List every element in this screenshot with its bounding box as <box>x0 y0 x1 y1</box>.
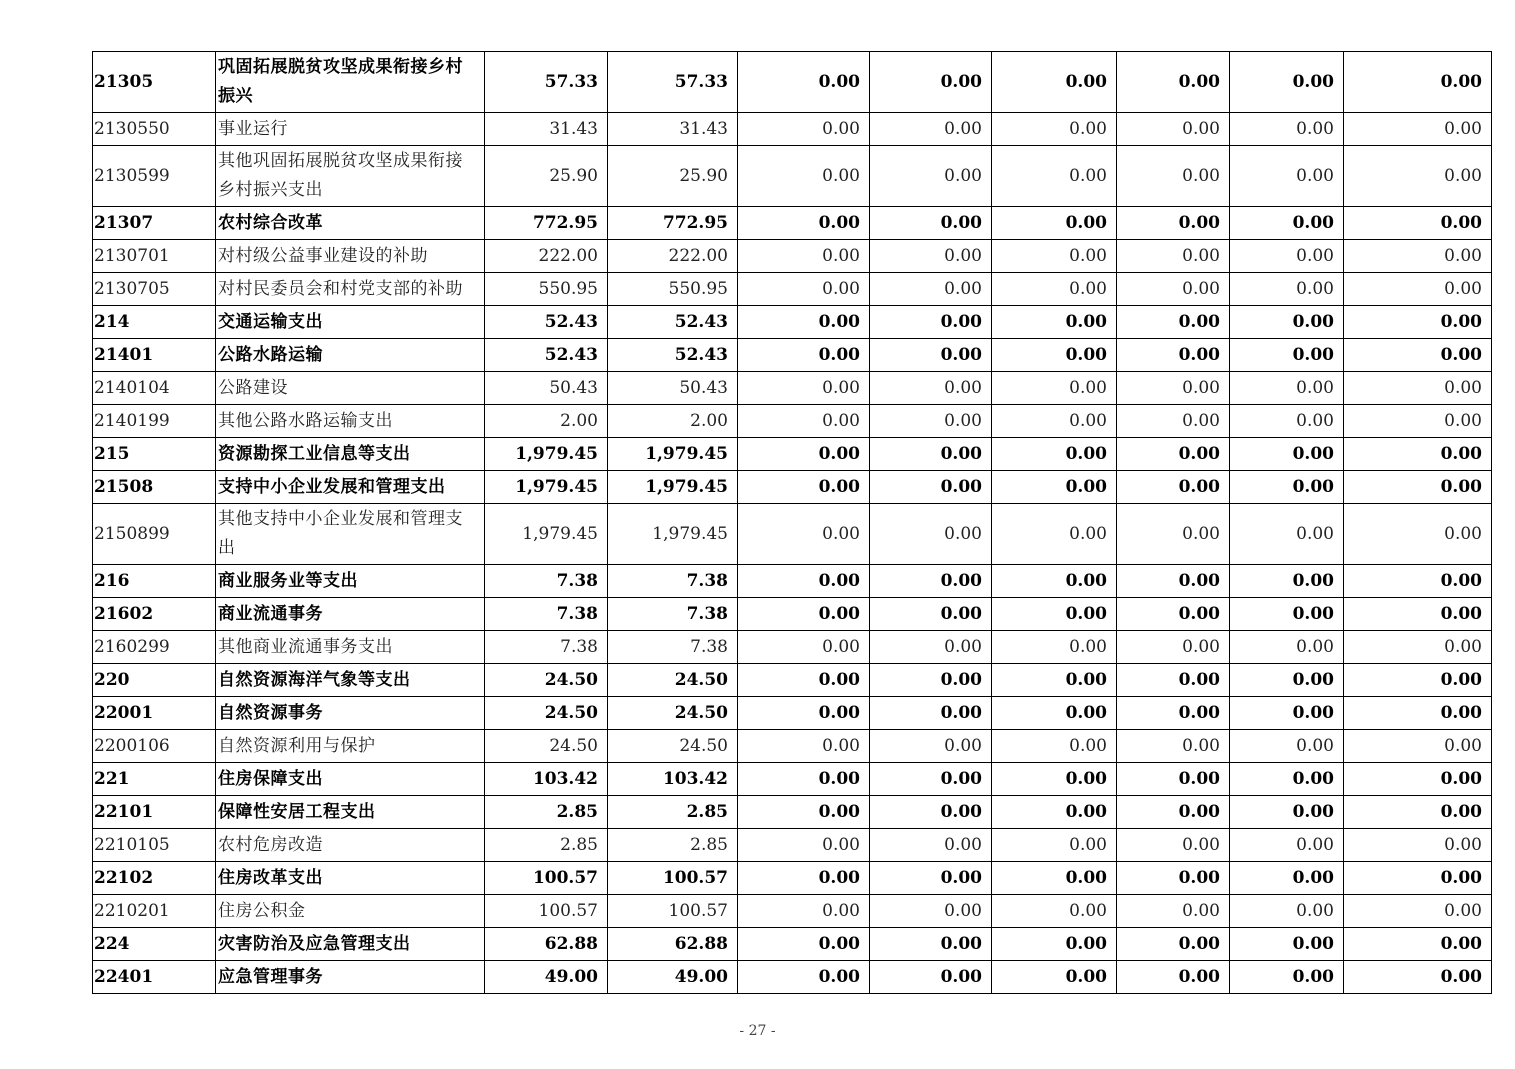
subject-code-cell: 216 <box>93 565 216 598</box>
amount-cell: 0.00 <box>738 273 870 306</box>
amount-cell: 0.00 <box>1230 730 1344 763</box>
amount-cell: 0.00 <box>738 504 870 565</box>
subject-code-cell: 22001 <box>93 697 216 730</box>
amount-cell: 0.00 <box>1117 146 1230 207</box>
table-row <box>93 697 1492 730</box>
amount-cell: 0.00 <box>1344 113 1492 146</box>
amount-cell: 0.00 <box>1230 796 1344 829</box>
amount-cell: 0.00 <box>1230 52 1344 113</box>
amount-cell: 0.00 <box>1230 565 1344 598</box>
amount-cell: 7.38 <box>485 631 608 664</box>
amount-cell: 0.00 <box>1344 763 1492 796</box>
subject-name-cell: 对村级公益事业建设的补助 <box>216 240 485 273</box>
amount-cell: 24.50 <box>608 697 738 730</box>
amount-cell: 0.00 <box>870 697 992 730</box>
amount-cell: 0.00 <box>992 52 1117 113</box>
amount-cell: 0.00 <box>1230 631 1344 664</box>
subject-code-cell: 2130599 <box>93 146 216 207</box>
amount-cell: 0.00 <box>738 146 870 207</box>
table-row <box>93 730 1492 763</box>
amount-cell: 0.00 <box>992 961 1117 994</box>
amount-cell: 0.00 <box>1344 631 1492 664</box>
amount-cell: 31.43 <box>485 113 608 146</box>
amount-cell: 0.00 <box>992 405 1117 438</box>
budget-table <box>92 51 1492 994</box>
subject-name-cell: 商业流通事务 <box>216 598 485 631</box>
amount-cell: 0.00 <box>1230 273 1344 306</box>
amount-cell: 100.57 <box>485 895 608 928</box>
amount-cell: 0.00 <box>870 504 992 565</box>
amount-cell: 550.95 <box>608 273 738 306</box>
amount-cell: 0.00 <box>870 405 992 438</box>
amount-cell: 0.00 <box>992 631 1117 664</box>
amount-cell: 0.00 <box>992 829 1117 862</box>
amount-cell: 0.00 <box>1344 664 1492 697</box>
table-row <box>93 796 1492 829</box>
amount-cell: 2.85 <box>485 829 608 862</box>
amount-cell: 0.00 <box>1117 273 1230 306</box>
table-row <box>93 306 1492 339</box>
subject-code-cell: 21305 <box>93 52 216 113</box>
amount-cell: 0.00 <box>1230 862 1344 895</box>
amount-cell: 0.00 <box>1344 565 1492 598</box>
subject-code-cell: 2140104 <box>93 372 216 405</box>
subject-name-cell: 自然资源利用与保护 <box>216 730 485 763</box>
amount-cell: 0.00 <box>992 306 1117 339</box>
amount-cell: 0.00 <box>1117 405 1230 438</box>
table-row <box>93 339 1492 372</box>
amount-cell: 0.00 <box>1117 862 1230 895</box>
amount-cell: 0.00 <box>870 438 992 471</box>
amount-cell: 0.00 <box>992 438 1117 471</box>
subject-name-cell: 住房公积金 <box>216 895 485 928</box>
subject-name-cell: 其他巩固拓展脱贫攻坚成果衔接乡村振兴支出 <box>216 146 485 207</box>
amount-cell: 0.00 <box>992 113 1117 146</box>
amount-cell: 52.43 <box>608 306 738 339</box>
subject-code-cell: 221 <box>93 763 216 796</box>
subject-name-cell: 商业服务业等支出 <box>216 565 485 598</box>
amount-cell: 0.00 <box>992 730 1117 763</box>
amount-cell: 0.00 <box>1117 240 1230 273</box>
amount-cell: 0.00 <box>992 504 1117 565</box>
table-row <box>93 372 1492 405</box>
amount-cell: 550.95 <box>485 273 608 306</box>
amount-cell: 0.00 <box>1117 730 1230 763</box>
subject-name-cell: 资源勘探工业信息等支出 <box>216 438 485 471</box>
amount-cell: 57.33 <box>485 52 608 113</box>
subject-name-cell: 其他支持中小企业发展和管理支出 <box>216 504 485 565</box>
subject-code-cell: 2130701 <box>93 240 216 273</box>
amount-cell: 24.50 <box>485 697 608 730</box>
amount-cell: 0.00 <box>1117 895 1230 928</box>
amount-cell: 2.00 <box>485 405 608 438</box>
amount-cell: 0.00 <box>1230 339 1344 372</box>
table-row <box>93 146 1492 207</box>
subject-name-cell: 支持中小企业发展和管理支出 <box>216 471 485 504</box>
amount-cell: 7.38 <box>608 565 738 598</box>
table-row <box>93 504 1492 565</box>
amount-cell: 2.85 <box>485 796 608 829</box>
table-row <box>93 664 1492 697</box>
amount-cell: 0.00 <box>870 146 992 207</box>
amount-cell: 0.00 <box>870 829 992 862</box>
amount-cell: 0.00 <box>1230 829 1344 862</box>
amount-cell: 0.00 <box>738 438 870 471</box>
amount-cell: 0.00 <box>1230 306 1344 339</box>
amount-cell: 62.88 <box>485 928 608 961</box>
amount-cell: 0.00 <box>992 697 1117 730</box>
amount-cell: 0.00 <box>1230 471 1344 504</box>
table-row <box>93 405 1492 438</box>
amount-cell: 57.33 <box>608 52 738 113</box>
subject-code-cell: 22102 <box>93 862 216 895</box>
subject-code-cell: 21602 <box>93 598 216 631</box>
table-row <box>93 471 1492 504</box>
amount-cell: 0.00 <box>870 565 992 598</box>
amount-cell: 0.00 <box>738 306 870 339</box>
amount-cell: 0.00 <box>1344 471 1492 504</box>
amount-cell: 0.00 <box>1117 339 1230 372</box>
amount-cell: 0.00 <box>1230 207 1344 240</box>
amount-cell: 7.38 <box>608 631 738 664</box>
amount-cell: 0.00 <box>870 372 992 405</box>
amount-cell: 1,979.45 <box>608 504 738 565</box>
amount-cell: 100.57 <box>608 895 738 928</box>
subject-code-cell: 2210201 <box>93 895 216 928</box>
subject-code-cell: 22401 <box>93 961 216 994</box>
amount-cell: 0.00 <box>870 895 992 928</box>
amount-cell: 0.00 <box>738 405 870 438</box>
amount-cell: 24.50 <box>608 664 738 697</box>
amount-cell: 0.00 <box>738 339 870 372</box>
amount-cell: 103.42 <box>608 763 738 796</box>
amount-cell: 0.00 <box>1344 372 1492 405</box>
amount-cell: 103.42 <box>485 763 608 796</box>
subject-code-cell: 2200106 <box>93 730 216 763</box>
amount-cell: 0.00 <box>738 372 870 405</box>
subject-name-cell: 交通运输支出 <box>216 306 485 339</box>
page-number: - 27 - <box>739 1023 776 1039</box>
amount-cell: 0.00 <box>1230 928 1344 961</box>
amount-cell: 0.00 <box>1344 405 1492 438</box>
amount-cell: 25.90 <box>608 146 738 207</box>
amount-cell: 0.00 <box>870 730 992 763</box>
amount-cell: 0.00 <box>1230 763 1344 796</box>
subject-code-cell: 2210105 <box>93 829 216 862</box>
table-body <box>93 52 1492 994</box>
amount-cell: 0.00 <box>992 565 1117 598</box>
amount-cell: 0.00 <box>1117 829 1230 862</box>
subject-code-cell: 21401 <box>93 339 216 372</box>
subject-name-cell: 其他公路水路运输支出 <box>216 405 485 438</box>
subject-name-cell: 农村综合改革 <box>216 207 485 240</box>
amount-cell: 24.50 <box>485 664 608 697</box>
amount-cell: 0.00 <box>1230 961 1344 994</box>
subject-name-cell: 农村危房改造 <box>216 829 485 862</box>
subject-name-cell: 住房改革支出 <box>216 862 485 895</box>
amount-cell: 0.00 <box>1117 664 1230 697</box>
amount-cell: 0.00 <box>1230 113 1344 146</box>
amount-cell: 0.00 <box>1344 829 1492 862</box>
amount-cell: 0.00 <box>1344 52 1492 113</box>
amount-cell: 0.00 <box>1344 928 1492 961</box>
amount-cell: 62.88 <box>608 928 738 961</box>
amount-cell: 0.00 <box>1117 471 1230 504</box>
amount-cell: 222.00 <box>485 240 608 273</box>
subject-code-cell: 220 <box>93 664 216 697</box>
subject-code-cell: 224 <box>93 928 216 961</box>
amount-cell: 0.00 <box>870 240 992 273</box>
amount-cell: 0.00 <box>1117 306 1230 339</box>
subject-code-cell: 21307 <box>93 207 216 240</box>
amount-cell: 0.00 <box>1344 895 1492 928</box>
subject-name-cell: 事业运行 <box>216 113 485 146</box>
subject-name-cell: 灾害防治及应急管理支出 <box>216 928 485 961</box>
amount-cell: 0.00 <box>738 565 870 598</box>
amount-cell: 0.00 <box>870 631 992 664</box>
amount-cell: 0.00 <box>1344 730 1492 763</box>
amount-cell: 2.85 <box>608 796 738 829</box>
subject-name-cell: 巩固拓展脱贫攻坚成果衔接乡村振兴 <box>216 52 485 113</box>
subject-code-cell: 2130705 <box>93 273 216 306</box>
subject-code-cell: 22101 <box>93 796 216 829</box>
table-row <box>93 438 1492 471</box>
table-row <box>93 829 1492 862</box>
amount-cell: 0.00 <box>992 598 1117 631</box>
amount-cell: 7.38 <box>485 598 608 631</box>
subject-code-cell: 2160299 <box>93 631 216 664</box>
subject-code-cell: 2140199 <box>93 405 216 438</box>
amount-cell: 1,979.45 <box>485 504 608 565</box>
table-row <box>93 113 1492 146</box>
amount-cell: 0.00 <box>992 471 1117 504</box>
amount-cell: 0.00 <box>738 862 870 895</box>
amount-cell: 49.00 <box>608 961 738 994</box>
amount-cell: 0.00 <box>738 928 870 961</box>
amount-cell: 0.00 <box>1117 504 1230 565</box>
amount-cell: 0.00 <box>992 664 1117 697</box>
amount-cell: 25.90 <box>485 146 608 207</box>
table-row <box>93 895 1492 928</box>
amount-cell: 0.00 <box>870 664 992 697</box>
amount-cell: 0.00 <box>1117 598 1230 631</box>
amount-cell: 100.57 <box>608 862 738 895</box>
table-row <box>93 961 1492 994</box>
amount-cell: 0.00 <box>738 664 870 697</box>
subject-name-cell: 应急管理事务 <box>216 961 485 994</box>
amount-cell: 0.00 <box>992 146 1117 207</box>
amount-cell: 0.00 <box>1117 631 1230 664</box>
amount-cell: 0.00 <box>1230 405 1344 438</box>
amount-cell: 0.00 <box>1344 240 1492 273</box>
amount-cell: 0.00 <box>738 113 870 146</box>
amount-cell: 0.00 <box>992 895 1117 928</box>
table-row <box>93 207 1492 240</box>
table-row <box>93 565 1492 598</box>
amount-cell: 0.00 <box>992 763 1117 796</box>
amount-cell: 0.00 <box>992 928 1117 961</box>
amount-cell: 0.00 <box>1344 306 1492 339</box>
amount-cell: 1,979.45 <box>485 471 608 504</box>
amount-cell: 0.00 <box>1230 697 1344 730</box>
amount-cell: 7.38 <box>608 598 738 631</box>
amount-cell: 0.00 <box>992 862 1117 895</box>
amount-cell: 772.95 <box>485 207 608 240</box>
amount-cell: 0.00 <box>1344 697 1492 730</box>
table-row <box>93 52 1492 113</box>
amount-cell: 0.00 <box>1230 438 1344 471</box>
table-row <box>93 928 1492 961</box>
amount-cell: 52.43 <box>485 306 608 339</box>
amount-cell: 0.00 <box>1117 961 1230 994</box>
amount-cell: 0.00 <box>870 339 992 372</box>
table-row <box>93 862 1492 895</box>
subject-name-cell: 公路水路运输 <box>216 339 485 372</box>
amount-cell: 0.00 <box>1344 796 1492 829</box>
amount-cell: 0.00 <box>1117 52 1230 113</box>
subject-code-cell: 215 <box>93 438 216 471</box>
table-row <box>93 598 1492 631</box>
subject-name-cell: 公路建设 <box>216 372 485 405</box>
amount-cell: 0.00 <box>870 961 992 994</box>
amount-cell: 0.00 <box>1230 504 1344 565</box>
amount-cell: 0.00 <box>1117 438 1230 471</box>
amount-cell: 0.00 <box>738 240 870 273</box>
amount-cell: 0.00 <box>992 339 1117 372</box>
amount-cell: 0.00 <box>1344 504 1492 565</box>
amount-cell: 222.00 <box>608 240 738 273</box>
amount-cell: 0.00 <box>1344 438 1492 471</box>
amount-cell: 0.00 <box>1230 598 1344 631</box>
amount-cell: 0.00 <box>738 895 870 928</box>
amount-cell: 0.00 <box>1117 207 1230 240</box>
amount-cell: 2.85 <box>608 829 738 862</box>
amount-cell: 0.00 <box>870 763 992 796</box>
table-row <box>93 631 1492 664</box>
subject-code-cell: 214 <box>93 306 216 339</box>
amount-cell: 0.00 <box>992 240 1117 273</box>
subject-name-cell: 对村民委员会和村党支部的补助 <box>216 273 485 306</box>
amount-cell: 0.00 <box>870 471 992 504</box>
amount-cell: 0.00 <box>1230 146 1344 207</box>
amount-cell: 0.00 <box>870 273 992 306</box>
amount-cell: 0.00 <box>870 207 992 240</box>
subject-name-cell: 住房保障支出 <box>216 763 485 796</box>
amount-cell: 0.00 <box>992 273 1117 306</box>
amount-cell: 0.00 <box>1230 664 1344 697</box>
amount-cell: 0.00 <box>870 928 992 961</box>
amount-cell: 0.00 <box>1117 796 1230 829</box>
amount-cell: 0.00 <box>1117 113 1230 146</box>
amount-cell: 49.00 <box>485 961 608 994</box>
amount-cell: 0.00 <box>992 207 1117 240</box>
amount-cell: 0.00 <box>1230 372 1344 405</box>
amount-cell: 0.00 <box>738 730 870 763</box>
amount-cell: 772.95 <box>608 207 738 240</box>
subject-name-cell: 保障性安居工程支出 <box>216 796 485 829</box>
amount-cell: 24.50 <box>608 730 738 763</box>
amount-cell: 0.00 <box>1230 240 1344 273</box>
amount-cell: 0.00 <box>1117 372 1230 405</box>
amount-cell: 0.00 <box>738 207 870 240</box>
subject-name-cell: 其他商业流通事务支出 <box>216 631 485 664</box>
amount-cell: 0.00 <box>738 52 870 113</box>
amount-cell: 0.00 <box>1344 598 1492 631</box>
amount-cell: 1,979.45 <box>608 438 738 471</box>
subject-code-cell: 21508 <box>93 471 216 504</box>
amount-cell: 24.50 <box>485 730 608 763</box>
amount-cell: 0.00 <box>1344 862 1492 895</box>
amount-cell: 52.43 <box>608 339 738 372</box>
subject-name-cell: 自然资源海洋气象等支出 <box>216 664 485 697</box>
amount-cell: 0.00 <box>870 113 992 146</box>
amount-cell: 0.00 <box>870 598 992 631</box>
amount-cell: 0.00 <box>738 598 870 631</box>
amount-cell: 0.00 <box>1117 763 1230 796</box>
amount-cell: 0.00 <box>1117 697 1230 730</box>
amount-cell: 0.00 <box>1344 961 1492 994</box>
amount-cell: 0.00 <box>738 471 870 504</box>
amount-cell: 0.00 <box>870 306 992 339</box>
amount-cell: 0.00 <box>870 796 992 829</box>
table-row <box>93 240 1492 273</box>
amount-cell: 31.43 <box>608 113 738 146</box>
amount-cell: 0.00 <box>1344 207 1492 240</box>
amount-cell: 0.00 <box>738 697 870 730</box>
amount-cell: 0.00 <box>738 763 870 796</box>
subject-code-cell: 2150899 <box>93 504 216 565</box>
amount-cell: 7.38 <box>485 565 608 598</box>
amount-cell: 100.57 <box>485 862 608 895</box>
amount-cell: 0.00 <box>738 796 870 829</box>
amount-cell: 1,979.45 <box>608 471 738 504</box>
amount-cell: 0.00 <box>1117 565 1230 598</box>
amount-cell: 0.00 <box>1344 146 1492 207</box>
amount-cell: 0.00 <box>738 631 870 664</box>
amount-cell: 0.00 <box>1117 928 1230 961</box>
table-row <box>93 763 1492 796</box>
table-row <box>93 273 1492 306</box>
amount-cell: 2.00 <box>608 405 738 438</box>
amount-cell: 0.00 <box>992 372 1117 405</box>
amount-cell: 0.00 <box>1230 895 1344 928</box>
amount-cell: 0.00 <box>870 52 992 113</box>
amount-cell: 52.43 <box>485 339 608 372</box>
amount-cell: 0.00 <box>1344 273 1492 306</box>
subject-name-cell: 自然资源事务 <box>216 697 485 730</box>
amount-cell: 0.00 <box>1344 339 1492 372</box>
amount-cell: 0.00 <box>738 829 870 862</box>
subject-code-cell: 2130550 <box>93 113 216 146</box>
amount-cell: 50.43 <box>608 372 738 405</box>
amount-cell: 0.00 <box>992 796 1117 829</box>
amount-cell: 0.00 <box>738 961 870 994</box>
amount-cell: 50.43 <box>485 372 608 405</box>
amount-cell: 1,979.45 <box>485 438 608 471</box>
amount-cell: 0.00 <box>870 862 992 895</box>
